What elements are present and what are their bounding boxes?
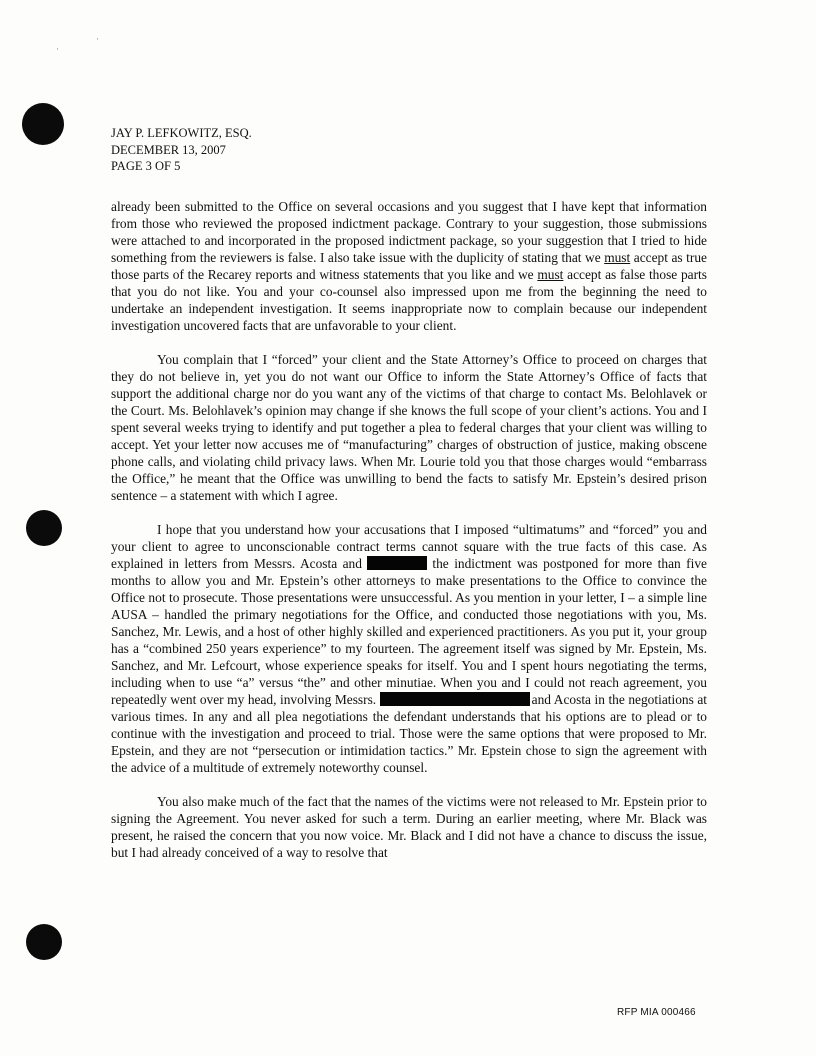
scan-speck: · — [96, 34, 99, 44]
punch-hole-bottom — [26, 924, 62, 960]
paragraph-3 — [111, 521, 707, 777]
scan-speck: · — [56, 44, 59, 54]
paragraph-text: the indictment was postponed for more than five months to allow you and Mr. Epstein’s other attorneys to make presentations to the Office to convince the Office not to prosecute. Those presentations were unsuccessful. As you mention in your letter, I – a simple line AUSA – handled the primary negotiations for the Office, and conducted those negotiations with you, Ms. Sanchez, Mr. Lewis, and a host of other highly skilled and experienced practitioners. As you put it, your group has a “combined 250 years experience” to my fourteen. The agreement itself was signed by Mr. Epstein, Ms. Sanchez, and Mr. Lefcourt, whose experience speaks for itself. You and I spent hours negotiating the terms, including when to use “a” versus “the” and other minutiae. When you and I could not reach agreement, you repeatedly went over my head, involving Messrs. — [111, 555, 707, 708]
paragraph-1 — [111, 198, 707, 334]
paragraph-4: You also make much of the fact that the names of the victims were not released to Mr. Epstein prior to signing the Agreement. You never asked for such a term. During an earlier meeting, where Mr. Black was present, he raised the concern that you now voice. Mr. Black and I did not have a chance to discuss the issue, but I had already conceived of a way to resolve that — [111, 794, 707, 861]
paragraph-text: accept as true those parts of the Recarey reports and witness statements that you like and we — [111, 250, 707, 283]
letter-date: DECEMBER 13, 2007 — [111, 142, 226, 157]
letter-body — [111, 198, 707, 878]
bates-number: RFP MIA 000466 — [617, 1007, 696, 1018]
paragraph-text: accept as false those parts that you do not like. You and your co-counsel also impressed upon me from the beginning the need to undertake an independent investigation. It seems inappropriate now to complain because our independent investigation uncovered facts that are unfavorable to your client. — [111, 267, 707, 334]
emphasis-must: must — [604, 250, 631, 266]
recipient-name: JAY P. LEFKOWITZ, ESQ. — [111, 126, 252, 140]
paragraph-text: already been submitted to the Office on several occasions and you suggest that I have kept that information from those who reviewed the proposed indictment package. Contrary to your suggestion, those submissions were attached to and incorporated in the proposed indictment package, so your suggestion that I tried to hide something from the reviewers is false. I also take issue with the duplicity of stating that we — [111, 199, 707, 266]
letter-header — [111, 125, 252, 175]
redaction-box — [380, 692, 530, 706]
paragraph-text: I hope that you understand how your accusations that I imposed “ultimatums” and “forced” you and your client to agree to unconscionable contract terms cannot square with the true facts of this case. As explained in letters from Messrs. Acosta and — [111, 521, 707, 571]
emphasis-must: must — [537, 267, 564, 283]
paragraph-text: and Acosta in the negotiations at various times. In any and all plea negotiations the defendant understands that his options are to plead or to continue with the investigation and proceed to trial. Those were the same options that were proposed to Mr. Epstein, and they are not “persecution or intimidation tactics.” Mr. Epstein chose to sign the agreement with the advice of a multitude of extremely noteworthy counsel. — [111, 692, 708, 776]
punch-hole-top — [22, 103, 64, 145]
redaction-box — [367, 556, 427, 570]
paragraph-2: You complain that I “forced” your client and the State Attorney’s Office to proceed on charges that they do not believe in, yet you do not want our Office to inform the State Attorney’s Office of facts that support the additional charge nor do you want any of the victims of that charge to contact Ms. Belohlavek or the Court. Ms. Belohlavek’s opinion may change if she knows the full scope of your client’s actions. You and I spent several weeks trying to identify and put together a plea to federal charges that your client was willing to accept. Yet your letter now accuses me of “manufacturing” charges of obstruction of justice, making obscene phone calls, and violating child privacy laws. When Mr. Lourie told you that those charges would “embarrass the Office,” he meant that the Office was unwilling to bend the facts to satisfy Mr. Epstein’s desired prison sentence – a statement with which I agree. — [111, 351, 707, 504]
punch-hole-middle — [26, 510, 62, 546]
page-number: PAGE 3 OF 5 — [111, 159, 181, 173]
